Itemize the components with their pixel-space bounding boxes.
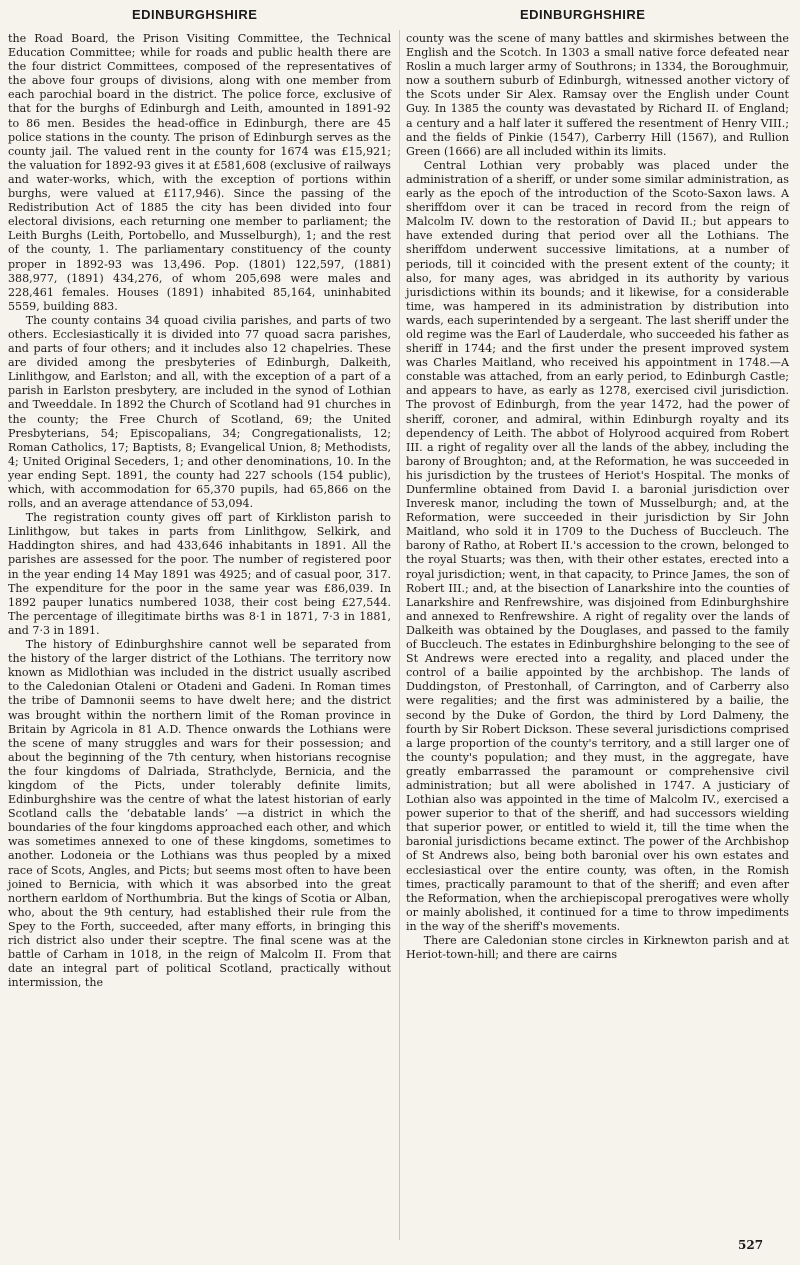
header-left-title: EDINBURGHSHIRE	[132, 7, 258, 22]
header-right-title: EDINBURGHSHIRE	[520, 7, 646, 22]
left-column	[8, 32, 391, 990]
paragraph: county was the scene of many battles and skirmishes between the English and the Scotch. In 1303 a small native force defeated near Roslin a much larger army of Southrons; in 1334, the Boroughmuir, now a southern suburb of Edinburgh, witnessed another victory of the Scots under Sir Alex. Ramsay over the English under Count Guy. In 1385 the county was devastated by Richard II. of England; a century and a half later it suffered the resentment of Henry VIII.; and the fields of Pinkie (1547), Carberry Hill (1567), and Rullion Green (1666) are all included within its limits.	[406, 32, 789, 158]
column-divider	[399, 30, 400, 1240]
paragraph: Central Lothian very probably was placed under the administration of a sheriff, or under some similar administration, as early as the epoch of the introduction of the Scoto-Saxon laws. A sheriffdom over it can be traced in record from the reign of Malcolm IV. down to the restoration of David II.; but appears to have extended during that period over all the Lothians. The sheriffdom underwent successive limitations, at a number of periods, till it coincided with the present extent of the county; it also, for many ages, was abridged in its authority by various jurisdictions within its bounds; and it likewise, for a considerable time, was hampered in its administration by distribution into wards, each superintended by a sergeant. The last sheriff under the old regime was the Earl of Lauderdale, who succeeded his father as sheriff in 1744; and the first under the present improved system was Charles Maitland, who received his appointment in 1748.—A constable was attached, from an early period, to Edinburgh Castle; and appears to have, as early as 1278, exercised civil jurisdiction. The provost of Edinburgh, from the year 1472, had the power of sheriff, coroner, and admiral, within Edinburgh royalty and its dependency of Leith. The abbot of Holyrood acquired from Robert III. a right of regality over all the lands of the abbey, including the barony of Broughton; and, at the Reformation, he was succeeded in his jurisdiction by the trustees of Heriot's Hospital. The monks of Dunfermline obtained from David I. a baronial jurisdiction over Inveresk manor, including the town of Musselburgh; and, at the Reformation, were succeeded in their jurisdiction by Sir John Maitland, who sold it in 1709 to the Duchess of Buccleuch. The barony of Ratho, at Robert II.'s accession to the crown, belonged to the royal Stuarts; was then, with their other estates, erected into a royal jurisdiction; went, in that capacity, to Prince James, the son of Robert III.; and, at the bisection of Lanarkshire into the counties of Lanarkshire and Renfrewshire, was disjoined from Edinburghshire and annexed to Renfrewshire. A right of regality over the lands of Dalkeith was obtained by the Douglases, and passed to the family of Buccleuch. The estates in Edinburghshire belonging to the see of St Andrews were erected into a regality, and placed under the control of a bailie appointed by the archbishop. The lands of Duddingston, of Prestonhall, of Carrington, and of Carberry also were regalities; and the first was administered by a bailie, the second by the Duke of Gordon, the third by Lord Dalmeny, the fourth by Sir Robert Dickson. These several jurisdictions comprised a large proportion of the county's territory, and a still larger one of the county's population; and they must, in the aggregate, have greatly embarrassed the paramount or comprehensive civil administration; but all were abolished in 1747. A justiciary of Lothian also was appointed in the time of Malcolm IV., exercised a power superior to that of the sheriff, and had successors wielding that superior power, or entitled to wield it, till the time when the baronial jurisdictions became extinct. The power of the Archbishop of St Andrews also, being both baronial over his own estates and ecclesiastical over the entire county, was often, in the Romish times, practically paramount to that of the sheriff; and even after the Reformation, when the archiepiscopal prerogatives were wholly or mainly abolished, it continued for a time to throw impediments in the way of the sheriff's movements.	[406, 158, 789, 933]
paragraph: There are Caledonian stone circles in Kirknewton parish and at Heriot-town-hill; and there are cairns	[406, 934, 789, 962]
paragraph: The registration county gives off part of Kirkliston parish to Linlithgow, but takes in parts from Linlithgow, Selkirk, and Haddington shires, and had 433,646 inhabitants in 1891. All the parishes are assessed for the poor. The number of registered poor in the year ending 14 May 1891 was 4925; and of casual poor, 317. The expenditure for the poor in the same year was £86,039. In 1892 pauper lunatics numbered 1038, their cost being £27,544. The percentage of illegitimate births was 8·1 in 1871, 7·3 in 1881, and 7·3 in 1891.	[8, 511, 391, 637]
paragraph: the Road Board, the Prison Visiting Committee, the Technical Education Committee; while for roads and public health there are the four district Committees, composed of the representatives of the above four groups of divisions, along with one member from each parochial board in the district. The police force, exclusive of that for the burghs of Edinburgh and Leith, amounted in 1891-92 to 86 men. Besides the head-office in Edinburgh, there are 45 police stations in the county. The prison of Edinburgh serves as the county jail. The valued rent in the county for 1674 was £15,921; the valuation for 1892-93 gives it at £581,608 (exclusive of railways and water-works, which, with the exception of portions within burghs, were valued at £117,946). Since the passing of the Redistribution Act of 1885 the city has been divided into four electoral divisions, each returning one member to parliament; the Leith Burghs (Leith, Portobello, and Musselburgh), 1; and the rest of the county, 1. The parliamentary constituency of the county proper in 1892-93 was 13,496. Pop. (1801) 122,597, (1881) 388,977, (1891) 434,276, of whom 205,698 were males and 228,461 females. Houses (1891) inhabited 85,164, uninhabited 5559, building 883.	[8, 32, 391, 313]
paragraph: The history of Edinburghshire cannot well be separated from the history of the larger district of the Lothians. The territory now known as Midlothian was included in the district usually ascribed to the Caledonian Otaleni or Otadeni and Gadeni. In Roman times the tribe of Damnonii seems to have dwelt here; and the district was brought within the northern limit of the Roman province in Britain by Agricola in 81 A.D. Thence onwards the Lothians were the scene of many struggles and wars for their possession; and about the beginning of the 7th century, when historians recognise the four kingdoms of Dalriada, Strathclyde, Bernicia, and the kingdom of the Picts, under tolerably definite limits, Edinburghshire was the centre of what the latest historian of early Scotland calls the ‘debatable lands’ —a district in which the boundaries of the four kingdoms approached each other, and which was sometimes annexed to one of these kingdoms, sometimes to another. Lodoneia or the Lothians was thus peopled by a mixed race of Scots, Angles, and Picts; but seems most often to have been joined to Bernicia, with which it was absorbed into the great northern earldom of Northumbria. But the kings of Scotia or Alban, who, about the 9th century, had established their rule from the Spey to the Forth, succeeded, after many efforts, in bringing this rich district also under their sceptre. The final scene was at the battle of Carham in 1018, in the reign of Malcolm II. From that date an integral part of political Scotland, practically without intermission, the	[8, 638, 391, 990]
right-column	[406, 32, 789, 962]
page-number: 527	[738, 1238, 764, 1252]
paragraph: The county contains 34 quoad civilia parishes, and parts of two others. Ecclesiastically it is divided into 77 quoad sacra parishes, and parts of four others; and it includes also 12 chapelries. These are divided among the presbyteries of Edinburgh, Dalkeith, Linlithgow, and Earlston; and all, with the exception of a part of a parish in Earlston presbytery, are included in the synod of Lothian and Tweeddale. In 1892 the Church of Scotland had 91 churches in the county; the Free Church of Scotland, 69; the United Presbyterians, 54; Episcopalians, 34; Congregationalists, 12; Roman Catholics, 17; Baptists, 8; Evangelical Union, 8; Methodists, 4; United Original Seceders, 1; and other denominations, 10. In the year ending Sept. 1891, the county had 227 schools (154 public), which, with accommodation for 65,370 pupils, had 65,866 on the rolls, and an average attendance of 53,094.	[8, 313, 391, 511]
running-header	[0, 5, 800, 25]
